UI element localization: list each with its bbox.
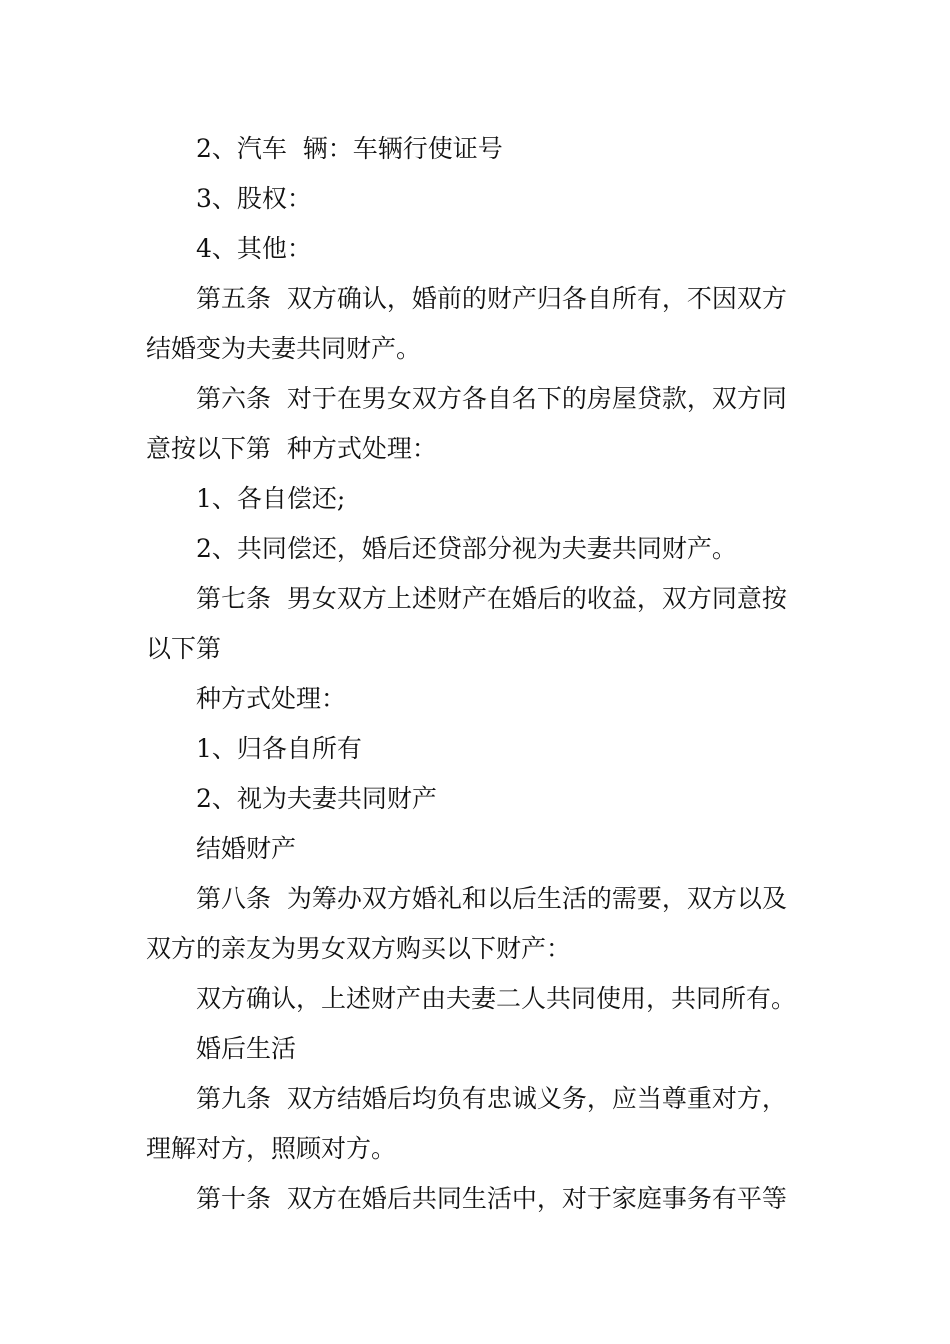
text-line: 种方式处理：	[196, 684, 347, 713]
text-line: 第九条 双方结婚后均负有忠诚义务，应当尊重对方，	[196, 1084, 787, 1113]
text-line: 2、视为夫妻共同财产	[196, 784, 437, 813]
text-line: 第七条 男女双方上述财产在婚后的收益，双方同意按	[196, 584, 787, 613]
text-line: 理解对方，照顾对方。	[146, 1134, 397, 1163]
text-line: 第五条 双方确认，婚前的财产归各自所有，不因双方	[196, 284, 787, 313]
text-line: 双方确认，上述财产由夫妻二人共同使用，共同所有。	[196, 984, 797, 1013]
text-line: 4、其他：	[196, 234, 312, 263]
text-line: 1、各自偿还;	[196, 484, 346, 513]
text-line: 以下第	[146, 634, 222, 663]
text-line: 3、股权：	[196, 184, 312, 213]
document-body	[146, 124, 811, 1224]
text-line: 1、归各自所有	[196, 734, 362, 763]
text-line: 结婚变为夫妻共同财产。	[146, 334, 422, 363]
text-line: 意按以下第 种方式处理：	[146, 434, 437, 463]
text-line: 2、汽车 辆：车辆行使证号	[196, 134, 503, 163]
text-line: 第八条 为筹办双方婚礼和以后生活的需要，双方以及	[196, 884, 787, 913]
text-line: 第十条 双方在婚后共同生活中，对于家庭事务有平等	[196, 1184, 787, 1213]
section-heading: 结婚财产	[196, 834, 297, 863]
section-heading: 婚后生活	[196, 1034, 297, 1063]
text-line: 双方的亲友为男女双方购买以下财产：	[146, 934, 572, 963]
text-line: 2、共同偿还，婚后还贷部分视为夫妻共同财产。	[196, 534, 737, 563]
text-line: 第六条 对于在男女双方各自名下的房屋贷款，双方同	[196, 384, 787, 413]
